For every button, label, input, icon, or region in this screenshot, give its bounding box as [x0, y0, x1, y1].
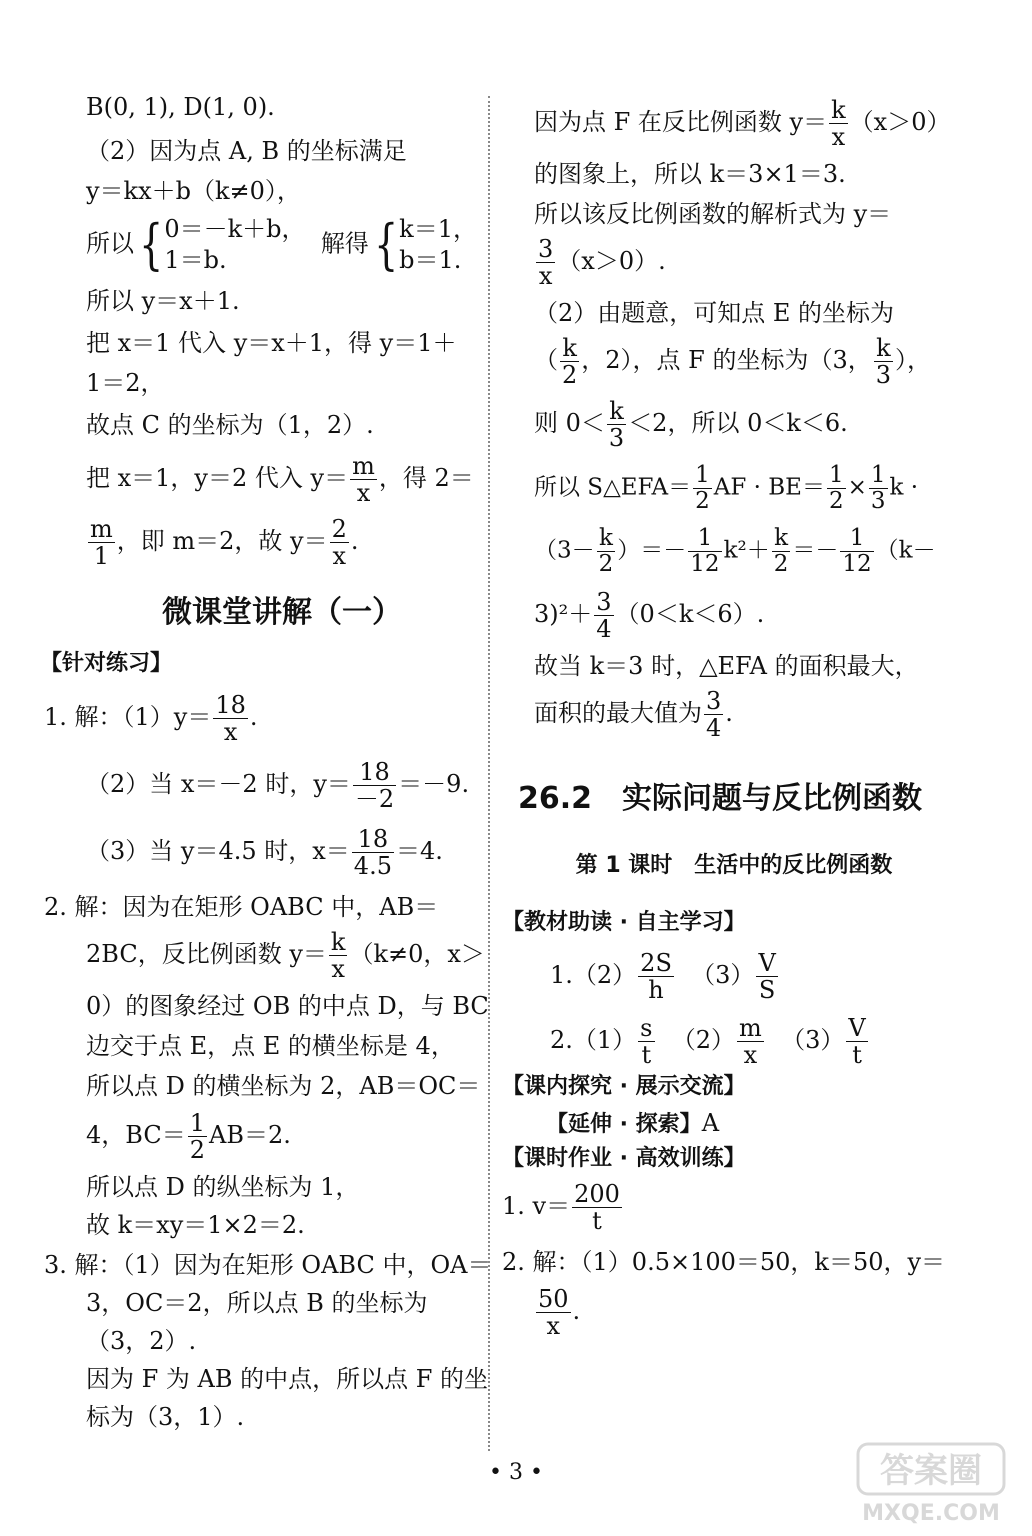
fraction: $\frac{m}{x}$ — [352, 452, 375, 508]
section-tag: 【课时作业 · 高效训练】 — [502, 1145, 746, 1171]
fraction: $\frac{3}{4}$ — [706, 687, 722, 742]
text-line: 所以点 D 的横坐标为 2，AB＝OC＝ — [86, 1072, 481, 1101]
fraction: $\frac{1}{12}$ — [690, 525, 720, 577]
text-line: 因为点 F 在反比例函数 y＝ $\frac{k}{x}$ （x＞0） — [534, 96, 951, 151]
text-line: 面积的最大值为 $\frac{3}{4}$ . — [534, 687, 733, 742]
fraction: $\frac{200}{t}$ — [574, 1180, 620, 1235]
section-heading: 微课堂讲解（一） — [162, 595, 402, 631]
left-brace-icon: { — [139, 213, 164, 277]
fraction: $\frac{k}{2}$ — [773, 525, 789, 577]
fraction: $\frac{1}{12}$ — [842, 525, 872, 577]
text-line: 1＝2， — [86, 369, 165, 398]
text-line: 则 0＜ $\frac{k}{3}$ ＜2，所以 0＜k＜6. — [534, 397, 848, 452]
fraction: $\frac{k}{3}$ — [608, 397, 625, 452]
text-line: 故 k＝xy＝1×2＝2. — [86, 1211, 305, 1240]
fraction: $\frac{V}{t}$ — [848, 1013, 866, 1069]
text-line — [534, 1108, 934, 1139]
fraction: $\frac{2S}{h}$ — [640, 948, 672, 1004]
text-line: 所以点 D 的纵坐标为 1， — [86, 1173, 360, 1202]
text-line: 边交于点 E，点 E 的横坐标是 4， — [86, 1032, 455, 1061]
section-tag: 【课内探究 · 展示交流】 — [502, 1073, 746, 1099]
fraction: $\frac{k}{x}$ — [330, 928, 346, 984]
text-line: y＝kx＋b（k≠0）， — [86, 177, 301, 205]
watermark-logo — [856, 1440, 1006, 1528]
text-line: （2）由题意，可知点 E 的坐标为 — [534, 299, 895, 327]
text-line: 2. 解：（1）0.5×100＝50，k＝50，y＝ — [502, 1248, 946, 1276]
text-line: $\frac{50}{x}$ . — [538, 1285, 581, 1340]
svg-text:答案圈: 答案圈 — [880, 1451, 982, 1491]
text-line: $\frac{m}{1}$ ，即 m＝2，故 y＝ $\frac{2}{x}$ . — [90, 515, 359, 571]
text-line: （3）当 y＝4.5 时，x＝ $\frac{18}{4.5}$ ＝4. — [86, 825, 443, 881]
lesson-heading: 第 1 课时 生活中的反比例函数 — [575, 852, 893, 878]
text-line: （3－ $\frac{k}{2}$ ）＝－ $\frac{1}{12}$ k²＋ $\frac{k}{2}$ ＝－ $\frac{1}{12}$ （k－ — [534, 525, 936, 577]
text-line: 2. 解：因为在矩形 OABC 中，AB＝ — [44, 893, 439, 922]
text-line: 3. 解：（1）因为在矩形 OABC 中，OA＝ — [44, 1251, 492, 1280]
text-line: 3)²＋ $\frac{3}{4}$ （0＜k＜6）. — [534, 588, 765, 643]
fraction: $\frac{k}{2}$ — [562, 334, 578, 389]
equation-system-line: 所以{ 0＝－k＋b， 1＝b. 解得{ k＝1， b＝1. — [86, 213, 477, 277]
text-line: B(0, 1), D(1, 0). — [86, 93, 275, 121]
fraction: $\frac{2}{x}$ — [331, 515, 347, 571]
fraction: $\frac{1}{2}$ — [828, 462, 844, 514]
right-column — [502, 88, 951, 1340]
text-line: 3，OC＝2，所以点 B 的坐标为 — [86, 1289, 428, 1318]
text-line: 1. v＝ $\frac{200}{t}$ — [502, 1180, 620, 1235]
text-line: 2.（1） $\frac{s}{t}$ （2） $\frac{m}{x}$ （3） $\frac{V}{t}$ — [550, 1013, 866, 1069]
text-line: 因为 F 为 AB 的中点，所以点 F 的坐 — [86, 1365, 489, 1394]
fraction: $\frac{1}{2}$ — [695, 462, 710, 514]
fraction: $\frac{k}{2}$ — [598, 525, 614, 577]
fraction: $\frac{18}{4.5}$ — [353, 825, 392, 881]
text-line: 故点 C 的坐标为（1，2）. — [86, 411, 374, 440]
fraction: $\frac{s}{t}$ — [640, 1013, 653, 1069]
left-brace-icon: { — [373, 213, 399, 277]
fraction: $\frac{V}{S}$ — [758, 948, 776, 1004]
svg-text:MXQE.COM: MXQE.COM — [862, 1501, 1000, 1526]
section-tag: 【延伸 · 探索】 — [546, 1112, 702, 1137]
fraction: $\frac{k}{3}$ — [875, 334, 892, 389]
text-line: 所以该反比例函数的解析式为 y＝ — [534, 200, 892, 228]
column-divider — [488, 96, 490, 1451]
text-line: 标为（3，1）. — [86, 1403, 245, 1432]
text-line: 把 x＝1，y＝2 代入 y＝ $\frac{m}{x}$ ，得 2＝ — [86, 452, 474, 508]
text-line: （2）当 x＝－2 时，y＝ $\frac{18}{-2}$ ＝－9. — [86, 758, 470, 814]
section-heading: 26.2 实际问题与反比例函数 — [518, 781, 923, 816]
text-line: 4，BC＝ $\frac{1}{2}$ AB＝2. — [86, 1109, 291, 1165]
fraction: $\frac{m}{x}$ — [739, 1013, 762, 1069]
text-line: 的图象上，所以 k＝3×1＝3. — [534, 160, 846, 188]
fraction: $\frac{50}{x}$ — [538, 1285, 569, 1340]
text-line: 所以 y＝x＋1. — [86, 287, 240, 316]
text-line: 2BC，反比例函数 y＝ $\frac{k}{x}$ （k≠0，x＞ — [86, 928, 485, 984]
text-line: 1. 解：（1）y＝ $\frac{18}{x}$ . — [44, 691, 258, 747]
fraction: $\frac{m}{1}$ — [90, 515, 113, 571]
answer-text: A — [701, 1109, 720, 1137]
fraction: $\frac{18}{x}$ — [215, 691, 246, 747]
text-line: 所以 S△EFA＝ $\frac{1}{2}$ AF · BE＝ $\frac{1}{2}$ × $\frac{1}{3}$ k · — [534, 462, 919, 514]
text-line: （ $\frac{k}{2}$ ，2），点 F 的坐标为（3， $\frac{k}{3}$ ）， — [534, 334, 932, 389]
left-column — [40, 88, 492, 1432]
fraction: $\frac{1}{3}$ — [870, 462, 886, 514]
section-tag: 【教材助读 · 自主学习】 — [502, 910, 746, 935]
text-line: （3，2）. — [86, 1327, 197, 1356]
text-line: 把 x＝1 代入 y＝x＋1，得 y＝1＋ — [86, 329, 457, 358]
text-line: 1.（2） $\frac{2S}{h}$ （3） $\frac{V}{S}$ — [550, 948, 776, 1004]
fraction: $\frac{1}{2}$ — [189, 1109, 205, 1165]
text-line: 故当 k＝3 时，△EFA 的面积最大， — [534, 652, 919, 680]
page-number: • 3 • — [489, 1460, 543, 1485]
text-line: $\frac{3}{x}$ （x＞0）. — [538, 235, 666, 290]
section-tag: 【针对练习】 — [40, 650, 173, 676]
fraction: $\frac{k}{x}$ — [831, 96, 846, 151]
text-line: （2）因为点 A, B 的坐标满足 — [86, 137, 407, 165]
text-line: 0）的图象经过 OB 的中点 D，与 BC — [86, 992, 489, 1021]
fraction: $\frac{3}{4}$ — [596, 588, 612, 643]
fraction: $\frac{18}{-2}$ — [354, 758, 395, 814]
fraction: $\frac{3}{x}$ — [538, 235, 554, 290]
